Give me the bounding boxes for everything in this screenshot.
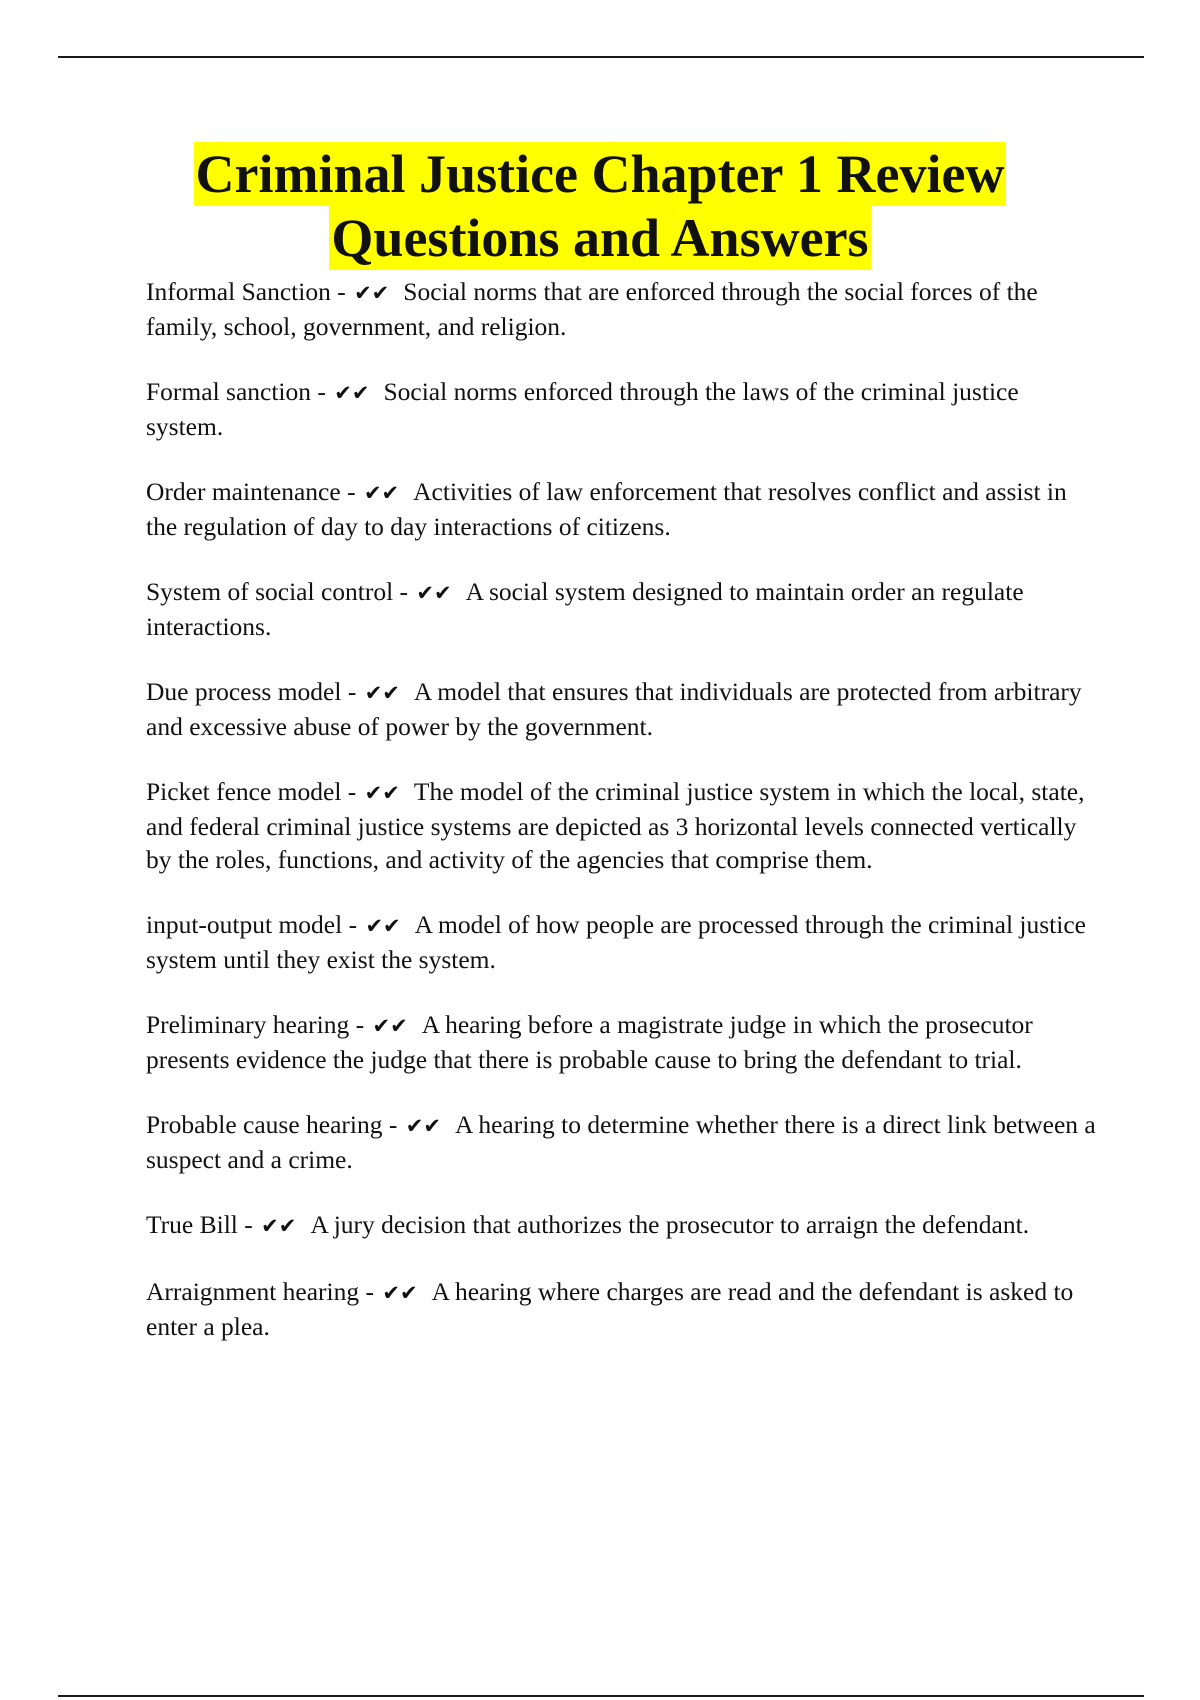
double-check-icon: ✔✔ [405,1114,441,1138]
entry-term: Due process model [146,677,342,706]
entry-definition: A hearing where charges are read and the defendant is asked to enter a plea. [146,1277,1074,1341]
qa-entry [146,1208,1096,1243]
qa-entry [146,375,1096,443]
entry-separator: - [340,477,362,506]
entry-term: Informal Sanction [146,277,331,306]
top-rule [58,56,1144,58]
document-title [0,142,1200,270]
qa-entry [146,908,1096,976]
title-line-2: Questions and Answers [331,208,869,268]
entry-term: System of social control [146,577,394,606]
title-line-1: Criminal Justice Chapter 1 Review [195,144,1005,204]
double-check-icon: ✔✔ [261,1214,297,1238]
entry-term: Preliminary hearing [146,1010,350,1039]
entry-separator: - [349,1010,371,1039]
entry-term: True Bill [146,1210,238,1239]
qa-entry [146,1275,1096,1343]
double-check-icon: ✔✔ [354,281,390,305]
double-check-icon: ✔✔ [365,914,401,938]
entry-definition: Activities of law enforcement that resolves conflict and assist in the regulation of day to day interactions of citizens. [146,477,1067,541]
double-check-icon: ✔✔ [382,1281,418,1305]
double-check-icon: ✔✔ [364,781,400,805]
double-check-icon: ✔✔ [334,381,370,405]
entry-definition: A model of how people are processed through the criminal justice system until they exist the system. [146,910,1086,974]
entry-definition: A hearing to determine whether there is a direct link between a suspect and a crime. [146,1110,1096,1174]
entry-separator: - [342,910,364,939]
entry-separator: - [330,277,353,306]
double-check-icon: ✔✔ [364,681,400,705]
entry-definition: A jury decision that authorizes the prosecutor to arraign the defendant. [310,1210,1030,1239]
bottom-rule [58,1695,1144,1697]
entry-term: Order maintenance [146,477,341,506]
qa-list [146,275,1096,1375]
qa-entry [146,675,1096,743]
entry-term: input-output model [146,910,343,939]
entry-separator: - [393,577,415,606]
double-check-icon: ✔✔ [416,581,452,605]
entry-separator: - [359,1277,381,1306]
entry-definition: A social system designed to maintain order an regulate interactions. [146,577,1024,641]
double-check-icon: ✔✔ [363,481,400,505]
qa-entry [146,275,1096,343]
entry-separator: - [311,377,333,406]
entry-separator: - [341,777,363,806]
qa-entry [146,575,1096,643]
entry-definition: A hearing before a magistrate judge in which the prosecutor presents evidence the judge that there is probable cause to bring the defendant to trial. [146,1010,1033,1074]
entry-term: Formal sanction [146,377,312,406]
qa-entry [146,475,1096,543]
entry-separator: - [237,1210,260,1239]
qa-entry [146,775,1096,876]
qa-entry [146,1108,1096,1176]
entry-term: Picket fence model [146,777,342,806]
entry-separator: - [382,1110,404,1139]
entry-definition: The model of the criminal justice system in which the local, state, and federal criminal justice systems are depicted as 3 horizontal levels connected vertically by the roles, functions, and activity of the agencies that comprise them. [146,777,1085,874]
qa-entry [146,1008,1096,1076]
entry-definition: Social norms enforced through the laws of the criminal justice system. [146,377,1019,441]
entry-term: Probable cause hearing [146,1110,383,1139]
entry-separator: - [341,677,363,706]
entry-definition: Social norms that are enforced through the social forces of the family, school, government, and religion. [146,277,1038,341]
entry-term: Arraignment hearing [146,1277,360,1306]
entry-definition: A model that ensures that individuals are protected from arbitrary and excessive abuse of power by the government. [146,677,1082,741]
double-check-icon: ✔✔ [372,1014,408,1038]
